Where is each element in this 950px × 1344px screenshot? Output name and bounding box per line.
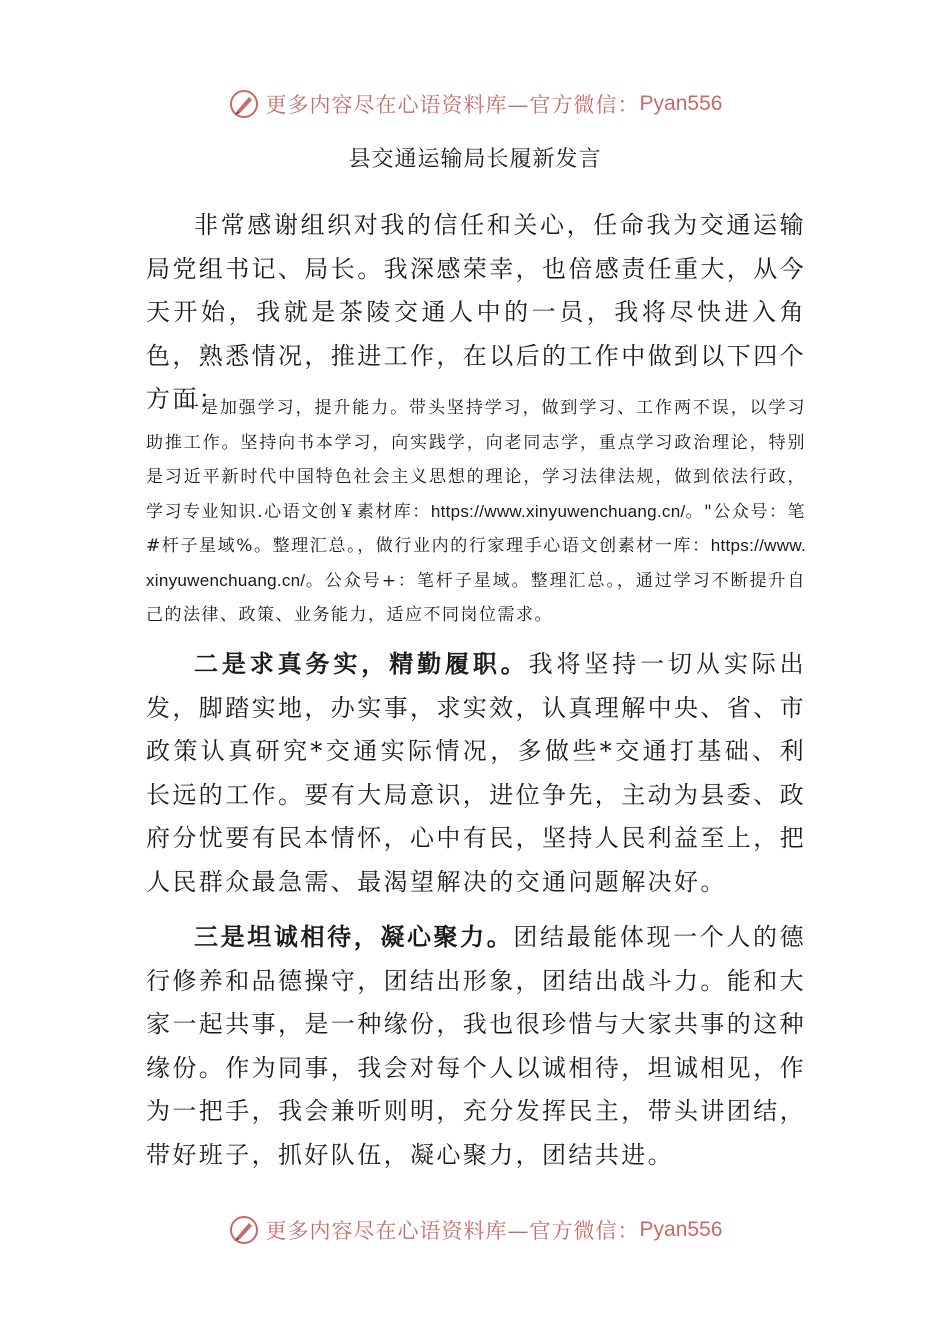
pen-logo-icon: [228, 88, 260, 120]
banner-text: 更多内容尽在心语资料库—官方微信：: [265, 1219, 640, 1243]
point-one-text-b: 。"公众号：笔#杆子星域%。整理汇总。，做行业内的行家理手心语文创素材一库：: [146, 501, 806, 556]
point-two-text: 我将坚持一切从实际出发，脚踏实地，办实事，求实效，认真理解中央、省、市政策认真研究*交通实际情况，多做些*交通打基础、利长远的工作。要有大局意识，进位争先，主动为县委、政府分忧要有民本情怀，心中有民，坚持人民利益至上，把人民群众最急需、最渴望解决的交通问题解决好。: [146, 650, 806, 896]
point-one-text-a: 一是加强学习，提升能力。带头坚持学习，做到学习、工作两不误，以学习助推工作。坚持向书本学习，向实践学，向老同志学，重点学习政治理论，特别是习近平新时代中国特色社会主义思想的理论，学习法律法规，做到依法行政，学习专业知识.心语文创￥素材库：: [146, 398, 806, 522]
point-one-paragraph: [146, 391, 806, 633]
document-title: 县交通运输局长履新发言: [348, 147, 602, 172]
point-two-heading: 二是求真务实，精勤履职。: [194, 649, 529, 678]
point-three-text: 团结最能体现一个人的德行修养和品德操守，团结出形象，团结出战斗力。能和大家一起共事，是一种缘份，我也很珍惜与大家共事的这种缘份。作为同事，我会对每个人以诚相待，坦诚相见，作为一把手，我会兼听则明，充分发挥民主，带头讲团结，带好班子，抓好队伍，凝心聚力，团结共进。: [146, 923, 806, 1169]
banner-text: 更多内容尽在心语资料库—官方微信：: [265, 93, 640, 117]
banner-wechat-id: Pyan556: [639, 92, 723, 115]
point-three-heading: 三是坦诚相待，凝心聚力。: [194, 922, 514, 951]
source-url-a: https://www.xinyuwenchuang.cn/: [430, 501, 686, 521]
source-url-b: https://www.xinyuwenchuang.cn/: [146, 536, 806, 590]
banner-wechat-id: Pyan556: [639, 1218, 723, 1241]
header-banner: [0, 80, 950, 128]
footer-banner: [0, 1206, 950, 1254]
pen-logo-icon: [228, 1214, 260, 1246]
point-two-paragraph: [146, 642, 806, 904]
point-one-text-c: 。公众号+：笔杆子星域。整理汇总。，通过学习不断提升自己的法律、政策、业务能力，适应不同岗位需求。: [146, 570, 806, 625]
intro-paragraph: 非常感谢组织对我的信任和关心，任命我为交通运输局党组书记、局长。我深感荣幸，也倍感责任重大，从今天开始，我就是茶陵交通人中的一员，我将尽快进入角色，熟悉情况，推进工作，在以后的工作中做到以下四个方面：: [146, 211, 806, 413]
point-three-paragraph: [146, 915, 806, 1177]
